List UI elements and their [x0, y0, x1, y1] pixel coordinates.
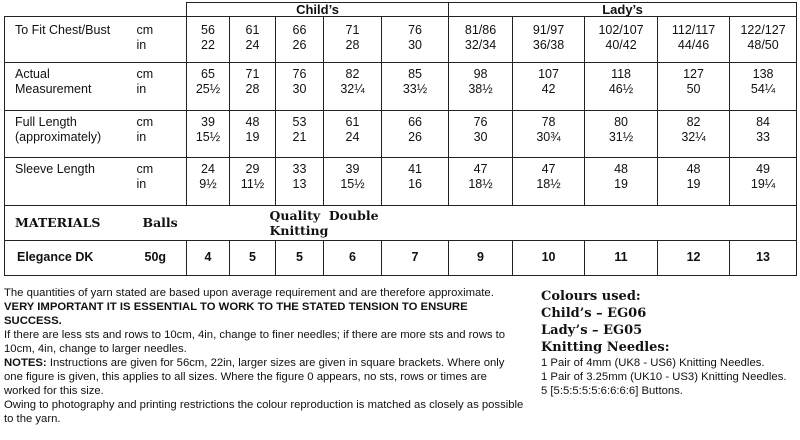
- value-cm: 41: [408, 162, 422, 177]
- value-in: 40/42: [605, 38, 637, 53]
- size-cell: [585, 110, 658, 158]
- size-cell: [585, 17, 658, 62]
- notes-colour: Owing to photography and printing restrictions the colour reproduction is matched as closely as possible to the yarn.: [4, 399, 524, 425]
- size-cell: [382, 62, 449, 110]
- materials-label: MATERIALS: [5, 205, 129, 240]
- size-cell: [513, 62, 585, 110]
- value-cm: 76: [292, 66, 307, 81]
- value-cm: 71: [245, 66, 260, 81]
- materials-quality-label: Quality: [269, 207, 321, 223]
- size-cell: [187, 62, 230, 110]
- value-in: 30¾: [536, 129, 561, 144]
- row-label: [5, 110, 129, 158]
- needle-325mm: 1 Pair of 3.25mm (UK10 - US3) Knitting Needles.: [541, 371, 787, 383]
- size-cell: [730, 62, 797, 110]
- size-cell: [513, 158, 585, 206]
- value-cm: 82: [345, 66, 360, 81]
- notes-tension-warning: VERY IMPORTANT IT IS ESSENTIAL TO WORK TO THE STATED TENSION TO ENSURE SUCCESS.: [4, 301, 468, 327]
- row-label-line: (approximately): [15, 129, 102, 144]
- value-in: 33½: [402, 81, 428, 96]
- value-cm: 118: [611, 66, 631, 81]
- row-label-line: Measurement: [15, 81, 92, 96]
- unit-label: cm: [136, 162, 154, 177]
- measurement-row: [5, 17, 797, 62]
- notes-instructions: [4, 356, 524, 398]
- value-cm: 48: [245, 114, 260, 129]
- value-in: 13: [292, 177, 307, 192]
- value-cm: 49: [756, 162, 771, 177]
- size-cell: [187, 110, 230, 158]
- measurement-row: [5, 110, 797, 158]
- lady-colour: Lady’s – EG05: [541, 323, 643, 338]
- yarn-row: [5, 240, 797, 275]
- size-cell: [513, 110, 585, 158]
- size-cell: [276, 17, 324, 62]
- ball-count: 13: [730, 240, 797, 275]
- value-cm: 29: [245, 162, 260, 177]
- value-in: 11½: [240, 177, 265, 192]
- row-units: [129, 110, 187, 158]
- size-cell: [324, 62, 382, 110]
- value-cm: 65: [201, 66, 215, 81]
- value-in: 48/50: [747, 38, 779, 53]
- value-in: 36/38: [532, 38, 565, 53]
- unit-label: cm: [136, 114, 154, 129]
- value-cm: 66: [292, 23, 307, 38]
- value-in: 30: [292, 81, 307, 96]
- value-cm: 24: [201, 162, 215, 177]
- value-in: 30: [408, 38, 422, 53]
- value-in: 32¼: [681, 129, 706, 144]
- size-cell: [382, 158, 449, 206]
- colours-title: Colours used:: [541, 289, 641, 304]
- value-cm: 39: [201, 114, 215, 129]
- row-label: [5, 62, 129, 110]
- size-cell: [658, 158, 730, 206]
- value-cm: 33: [292, 162, 307, 177]
- size-cell: [324, 17, 382, 62]
- yarn-name: Elegance DK: [5, 240, 129, 275]
- size-cell: [187, 158, 230, 206]
- value-cm: 98: [473, 66, 488, 81]
- value-cm: 53: [292, 114, 307, 129]
- value-in: 24: [245, 38, 260, 53]
- value-cm: 39: [345, 162, 360, 177]
- value-cm: 61: [345, 114, 360, 129]
- value-in: 26: [292, 38, 307, 53]
- materials-quality-value: Double Knitting: [269, 207, 379, 238]
- value-in: 21: [292, 129, 307, 144]
- ball-count: 11: [585, 240, 658, 275]
- size-cell: [449, 158, 513, 206]
- size-cell: [585, 158, 658, 206]
- size-cell: [585, 62, 658, 110]
- value-cm: 48: [614, 162, 628, 177]
- unit-label: cm: [136, 66, 154, 81]
- size-cell: [730, 17, 797, 62]
- needles-title: Knitting Needles:: [541, 340, 670, 355]
- row-label-line: Full Length: [15, 114, 77, 129]
- size-table: [4, 2, 797, 276]
- group-header-row: [5, 3, 797, 17]
- value-in: 32¼: [340, 81, 365, 96]
- row-units: [129, 158, 187, 206]
- value-in: 19: [686, 177, 701, 192]
- side-info: [541, 288, 796, 398]
- row-label-line: Sleeve Length: [15, 162, 95, 177]
- size-cell: [449, 17, 513, 62]
- value-in: 28: [245, 81, 260, 96]
- row-label-line: Actual: [15, 66, 50, 81]
- ball-count: 5: [230, 240, 276, 275]
- value-in: 15½: [195, 129, 221, 144]
- ball-count: 4: [187, 240, 230, 275]
- size-cell: [730, 158, 797, 206]
- notes-label: NOTES:: [4, 357, 47, 369]
- value-cm: 71: [345, 23, 360, 38]
- ball-count: 7: [382, 240, 449, 275]
- size-cell: [658, 17, 730, 62]
- size-cell: [449, 62, 513, 110]
- value-cm: 85: [408, 66, 422, 81]
- size-cell: [449, 110, 513, 158]
- size-cell: [324, 110, 382, 158]
- value-in: 46½: [608, 81, 634, 96]
- value-cm: 81/86: [464, 23, 497, 38]
- ball-count: 5: [276, 240, 324, 275]
- value-in: 25½: [195, 81, 221, 96]
- unit-label: in: [136, 129, 147, 144]
- value-cm: 84: [756, 114, 771, 129]
- row-label: [5, 17, 129, 62]
- measurement-row: [5, 62, 797, 110]
- value-in: 44/46: [677, 38, 710, 53]
- size-cell: [187, 17, 230, 62]
- ball-count: 10: [513, 240, 585, 275]
- value-in: 15½: [340, 177, 365, 192]
- value-cm: 107: [538, 66, 559, 81]
- notes-instructions-text: Instructions are given for 56cm, 22in, larger sizes are given in square brackets. Where only one figure is given, this applies to all sizes. Where the figure 0 appears, no sts, rows or times are worked for this size.: [4, 357, 505, 397]
- row-units: [129, 62, 187, 110]
- value-cm: 138: [752, 66, 774, 81]
- value-cm: 56: [201, 23, 215, 38]
- child-colour: Child’s – EG06: [541, 306, 647, 321]
- size-cell: [382, 110, 449, 158]
- value-in: 18½: [536, 177, 561, 192]
- ball-count: 6: [324, 240, 382, 275]
- value-in: 9½: [199, 177, 217, 192]
- value-in: 32/34: [464, 38, 497, 53]
- unit-label: in: [136, 81, 147, 96]
- value-in: 33: [756, 129, 771, 144]
- value-cm: 48: [686, 162, 701, 177]
- notes-block: [4, 286, 524, 426]
- size-cell: [730, 110, 797, 158]
- measurements-body: [5, 17, 797, 205]
- size-cell: [658, 62, 730, 110]
- unit-label: cm: [136, 23, 154, 38]
- value-in: 50: [686, 81, 701, 96]
- value-cm: 78: [541, 114, 556, 129]
- value-in: 19: [245, 129, 260, 144]
- value-in: 16: [408, 177, 422, 192]
- size-cell: [276, 158, 324, 206]
- value-in: 24: [345, 129, 360, 144]
- value-cm: 76: [473, 114, 488, 129]
- value-cm: 76: [408, 23, 422, 38]
- yarn-weight: 50g: [129, 240, 187, 275]
- value-in: 18½: [468, 177, 493, 192]
- size-cell: [513, 17, 585, 62]
- ball-count: 12: [658, 240, 730, 275]
- value-in: 19¼: [750, 177, 776, 192]
- value-in: 42: [541, 81, 556, 96]
- size-cell: [324, 158, 382, 206]
- group-lady: Lady’s: [449, 3, 797, 17]
- value-cm: 80: [614, 114, 628, 129]
- size-cell: [230, 110, 276, 158]
- value-cm: 122/127: [740, 23, 786, 38]
- materials-balls: Balls: [129, 205, 230, 240]
- value-cm: 112/117: [671, 23, 716, 38]
- value-cm: 47: [473, 162, 488, 177]
- value-cm: 66: [408, 114, 422, 129]
- value-in: 26: [408, 129, 422, 144]
- size-cell: [276, 62, 324, 110]
- value-in: 19: [614, 177, 628, 192]
- materials-row: [5, 205, 797, 240]
- group-child: Child’s: [187, 3, 449, 17]
- value-in: 31½: [608, 129, 634, 144]
- value-cm: 47: [541, 162, 556, 177]
- size-cell: [658, 110, 730, 158]
- buttons: 5 [5:5:5:5:5:6:6:6:6] Buttons.: [541, 385, 683, 397]
- size-cell: [230, 17, 276, 62]
- materials-quality: [230, 205, 382, 240]
- row-label: [5, 158, 129, 206]
- unit-label: in: [136, 177, 147, 192]
- notes-quantities: The quantities of yarn stated are based upon average requirement and are therefore approximate.: [4, 287, 494, 299]
- row-label-line: To Fit Chest/Bust: [15, 23, 111, 38]
- value-in: 38½: [468, 81, 493, 96]
- value-in: 30: [473, 129, 488, 144]
- notes-needles-advice: If there are less sts and rows to 10cm, 4in, change to finer needles; if there are more sts and rows to 10cm, 4in, change to larger needles.: [4, 329, 506, 355]
- value-cm: 127: [683, 66, 704, 81]
- value-cm: 91/97: [532, 23, 565, 38]
- size-cell: [230, 158, 276, 206]
- needle-4mm: 1 Pair of 4mm (UK8 - US6) Knitting Needles.: [541, 357, 765, 369]
- value-cm: 102/107: [598, 23, 644, 38]
- size-cell: [382, 17, 449, 62]
- row-units: [129, 17, 187, 62]
- value-in: 28: [345, 38, 360, 53]
- unit-label: in: [136, 38, 147, 53]
- value-in: 54¼: [750, 81, 776, 96]
- ball-count: 9: [449, 240, 513, 275]
- value-cm: 82: [686, 114, 701, 129]
- value-in: 22: [201, 38, 215, 53]
- measurement-row: [5, 158, 797, 206]
- size-cell: [276, 110, 324, 158]
- size-cell: [230, 62, 276, 110]
- value-cm: 61: [245, 23, 260, 38]
